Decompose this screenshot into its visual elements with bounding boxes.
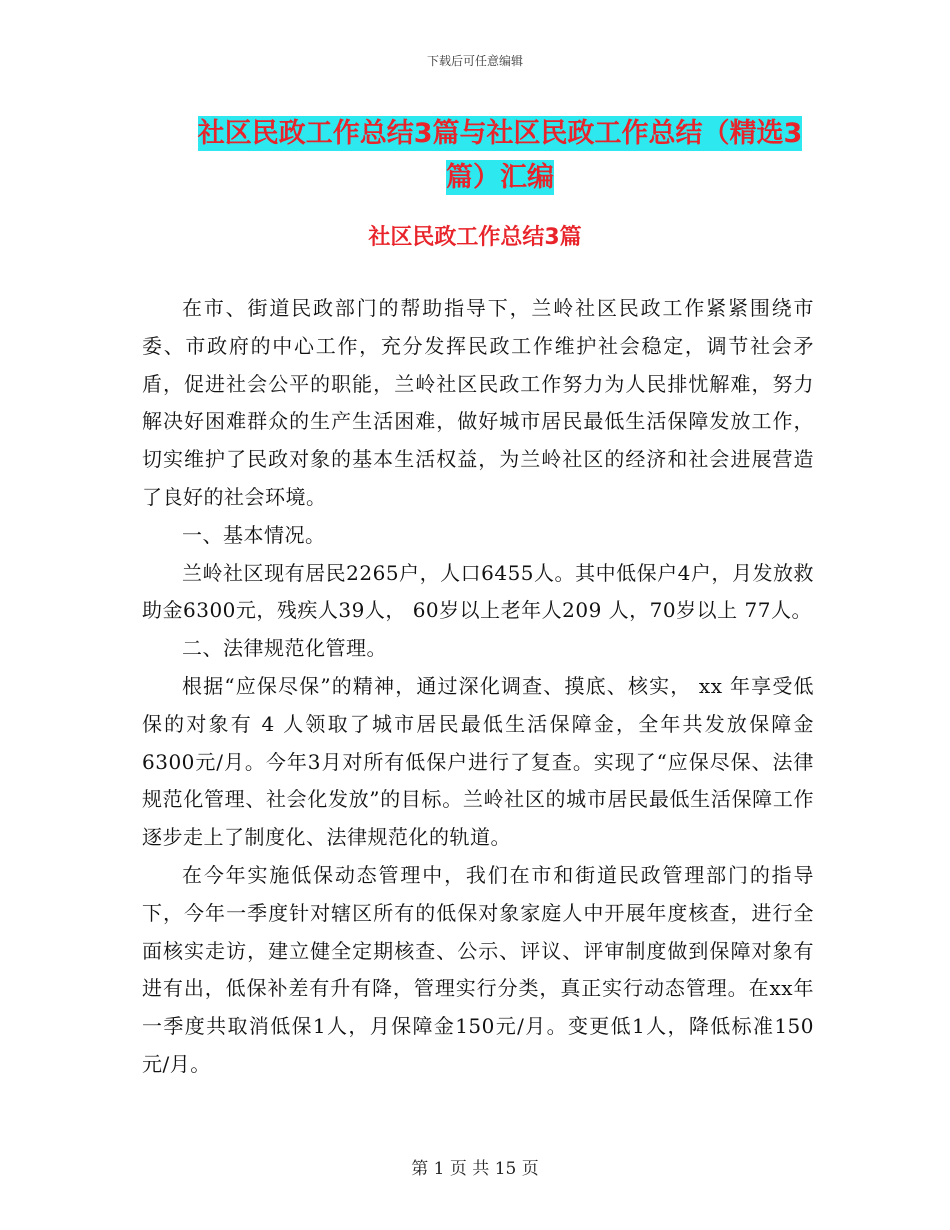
page-number-footer: 第 1 页 共 15 页 [411, 1159, 539, 1179]
paragraph-legal-management: 根据“应保尽保”的精神，通过深化调查、摸底、核实， xx 年享受低保的对象有 4 人领取了城市居民最低生活保障金，全年共发放保障金 6300元/月。今年3月对所有低保户进行了复查。实现了“应保尽保、法律规范化管理、社会化发放”的目标。兰岭社区的城市居民最低生活保障工作逐步走上了制度化、法律规范化的轨道。 [142, 673, 814, 850]
header-note: 下载后可任意编辑 [426, 54, 523, 68]
heading-legal-management: 二、法律规范化管理。 [182, 636, 387, 661]
document-title-text: 社区民政工作总结3篇与社区民政工作总结（精选3篇）汇编 [197, 118, 803, 193]
heading-basic-info: 一、基本情况。 [182, 522, 326, 547]
paragraph-basic-info: 兰岭社区现有居民2265户，人口6455人。其中低保户4户，月发放救助金6300元，残疾人39人， 60岁以上老年人209 人，70岁以上 77人。 [142, 560, 814, 623]
document-title [195, 112, 805, 200]
paragraph-dynamic-management: 在今年实施低保动态管理中，我们在市和街道民政管理部门的指导下，今年一季度针对辖区所有的低保对象家庭人中开展年度核查，进行全面核实走访，建立健全定期核查、公示、评议、评审制度做到保障对象有进有出，低保补差有升有降，管理实行分类，真正实行动态管理。在xx年一季度共取消低保1人，月保障金150元/月。变更低1人，降低标准150元/月。 [142, 862, 814, 1076]
section-title: 社区民政工作总结3篇 [368, 225, 582, 250]
body-text [142, 290, 814, 1084]
paragraph-intro: 在市、街道民政部门的帮助指导下，兰岭社区民政工作紧紧围绕市委、市政府的中心工作，充分发挥民政工作维护社会稳定，调节社会矛盾，促进社会公平的职能，兰岭社区民政工作努力为人民排忧解难，努力解决好困难群众的生产生活困难，做好城市居民最低生活保障发放工作，切实维护了民政对象的基本生活权益，为兰岭社区的经济和社会进展营造了良好的社会环境。 [142, 296, 814, 509]
